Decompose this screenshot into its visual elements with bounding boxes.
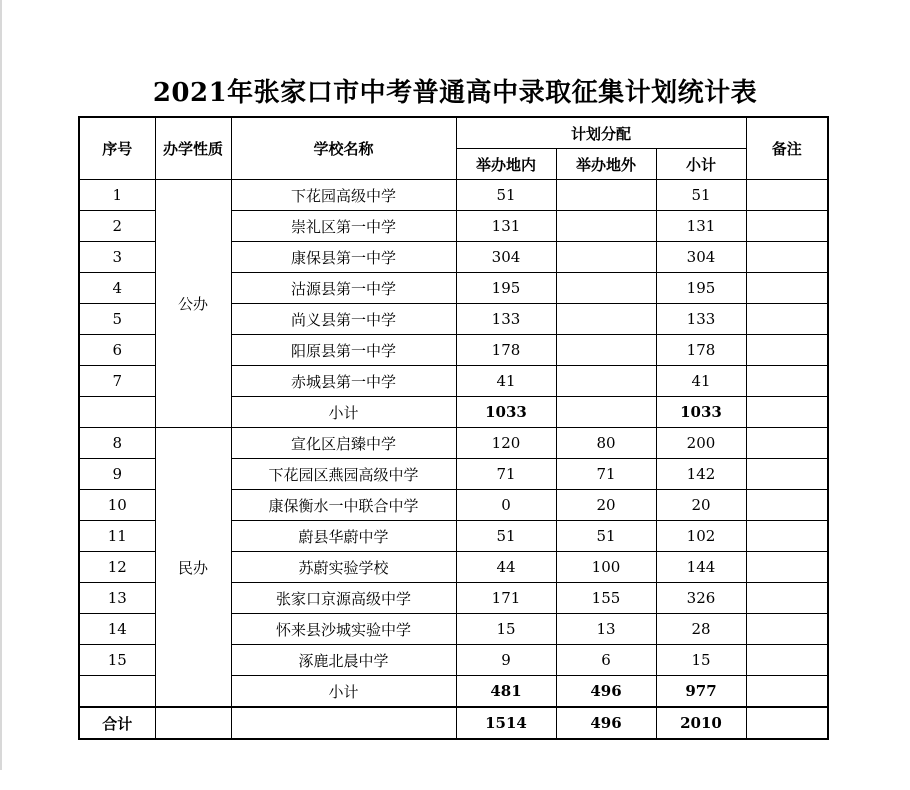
- row-local: 44: [456, 552, 556, 583]
- row-subtotal: 41: [656, 366, 746, 397]
- row-seq: 7: [79, 366, 155, 397]
- row-school: 下花园区燕园高级中学: [231, 459, 456, 490]
- row-school: 康保县第一中学: [231, 242, 456, 273]
- row-outside: 80: [556, 428, 656, 459]
- row-seq: 11: [79, 521, 155, 552]
- row-school: 怀来县沙城实验中学: [231, 614, 456, 645]
- row-remark: [746, 676, 828, 708]
- row-remark: [746, 242, 828, 273]
- grand-total-row: [79, 707, 828, 739]
- row-seq: 15: [79, 645, 155, 676]
- row-local: 171: [456, 583, 556, 614]
- row-outside: 51: [556, 521, 656, 552]
- table-row: [79, 180, 828, 211]
- row-outside: [556, 366, 656, 397]
- header-local: 举办地内: [456, 149, 556, 180]
- row-outside: 6: [556, 645, 656, 676]
- row-subtotal: 51: [656, 180, 746, 211]
- row-remark: [746, 552, 828, 583]
- subtotal-label: 小计: [231, 397, 456, 428]
- row-seq: 9: [79, 459, 155, 490]
- subtotal-local: 481: [456, 676, 556, 708]
- row-seq: 14: [79, 614, 155, 645]
- row-school: 阳原县第一中学: [231, 335, 456, 366]
- grand-total-school: [231, 707, 456, 739]
- row-seq: 13: [79, 583, 155, 614]
- row-remark: [746, 366, 828, 397]
- row-outside: [556, 273, 656, 304]
- row-remark: [746, 459, 828, 490]
- table-body: [79, 180, 828, 740]
- row-subtotal: 304: [656, 242, 746, 273]
- row-subtotal: 178: [656, 335, 746, 366]
- row-remark: [746, 397, 828, 428]
- row-subtotal: 15: [656, 645, 746, 676]
- row-subtotal: 144: [656, 552, 746, 583]
- subtotal-outside: [556, 397, 656, 428]
- row-local: 131: [456, 211, 556, 242]
- row-seq: [79, 676, 155, 708]
- row-school: 下花园高级中学: [231, 180, 456, 211]
- row-remark: [746, 273, 828, 304]
- row-local: 9: [456, 645, 556, 676]
- row-seq: [79, 397, 155, 428]
- grand-total-outside: 496: [556, 707, 656, 739]
- row-local: 178: [456, 335, 556, 366]
- row-remark: [746, 335, 828, 366]
- row-seq: 1: [79, 180, 155, 211]
- row-school: 宣化区启臻中学: [231, 428, 456, 459]
- row-local: 15: [456, 614, 556, 645]
- header-subtotal: 小计: [656, 149, 746, 180]
- enrollment-plan-table: [78, 116, 829, 740]
- row-seq: 4: [79, 273, 155, 304]
- row-school: 沽源县第一中学: [231, 273, 456, 304]
- row-local: 71: [456, 459, 556, 490]
- page-left-edge: [0, 0, 2, 770]
- row-subtotal: 195: [656, 273, 746, 304]
- table-row: [79, 428, 828, 459]
- row-local: 195: [456, 273, 556, 304]
- grand-total-type: [155, 707, 231, 739]
- row-remark: [746, 211, 828, 242]
- row-remark: [746, 645, 828, 676]
- row-outside: [556, 180, 656, 211]
- row-subtotal: 200: [656, 428, 746, 459]
- row-school: 苏蔚实验学校: [231, 552, 456, 583]
- row-local: 0: [456, 490, 556, 521]
- row-seq: 12: [79, 552, 155, 583]
- group-type-cell: 公办: [155, 180, 231, 428]
- row-seq: 5: [79, 304, 155, 335]
- grand-total-label: 合计: [79, 707, 155, 739]
- row-school: 涿鹿北晨中学: [231, 645, 456, 676]
- row-local: 120: [456, 428, 556, 459]
- row-remark: [746, 180, 828, 211]
- row-subtotal: 142: [656, 459, 746, 490]
- row-school: 尚义县第一中学: [231, 304, 456, 335]
- subtotal-outside: 496: [556, 676, 656, 708]
- header-seq: 序号: [79, 117, 155, 180]
- row-outside: 20: [556, 490, 656, 521]
- row-outside: 71: [556, 459, 656, 490]
- row-seq: 2: [79, 211, 155, 242]
- row-outside: 13: [556, 614, 656, 645]
- row-remark: [746, 490, 828, 521]
- row-local: 133: [456, 304, 556, 335]
- header-school: 学校名称: [231, 117, 456, 180]
- row-outside: [556, 335, 656, 366]
- grand-total-remark: [746, 707, 828, 739]
- group-type-cell: 民办: [155, 428, 231, 708]
- row-outside: [556, 304, 656, 335]
- row-subtotal: 28: [656, 614, 746, 645]
- row-outside: 155: [556, 583, 656, 614]
- header-remark: 备注: [746, 117, 828, 180]
- row-school: 张家口京源高级中学: [231, 583, 456, 614]
- row-school: 康保衡水一中联合中学: [231, 490, 456, 521]
- row-subtotal: 102: [656, 521, 746, 552]
- row-local: 41: [456, 366, 556, 397]
- row-outside: 100: [556, 552, 656, 583]
- page-title: 2021年张家口市中考普通高中录取征集计划统计表: [152, 78, 758, 108]
- row-remark: [746, 583, 828, 614]
- row-seq: 10: [79, 490, 155, 521]
- row-local: 304: [456, 242, 556, 273]
- row-local: 51: [456, 180, 556, 211]
- row-subtotal: 326: [656, 583, 746, 614]
- subtotal-local: 1033: [456, 397, 556, 428]
- row-local: 51: [456, 521, 556, 552]
- row-remark: [746, 428, 828, 459]
- grand-total-local: 1514: [456, 707, 556, 739]
- row-remark: [746, 614, 828, 645]
- header-plan: 计划分配: [456, 117, 746, 149]
- row-outside: [556, 242, 656, 273]
- row-outside: [556, 211, 656, 242]
- subtotal-subtotal: 1033: [656, 397, 746, 428]
- row-remark: [746, 521, 828, 552]
- row-school: 蔚县华蔚中学: [231, 521, 456, 552]
- row-remark: [746, 304, 828, 335]
- row-seq: 3: [79, 242, 155, 273]
- row-school: 崇礼区第一中学: [231, 211, 456, 242]
- subtotal-subtotal: 977: [656, 676, 746, 708]
- row-subtotal: 133: [656, 304, 746, 335]
- row-subtotal: 20: [656, 490, 746, 521]
- header-type: 办学性质: [155, 117, 231, 180]
- subtotal-label: 小计: [231, 676, 456, 708]
- row-seq: 6: [79, 335, 155, 366]
- header-outside: 举办地外: [556, 149, 656, 180]
- grand-total-subtotal: 2010: [656, 707, 746, 739]
- row-subtotal: 131: [656, 211, 746, 242]
- row-school: 赤城县第一中学: [231, 366, 456, 397]
- table-header: [79, 117, 828, 180]
- row-seq: 8: [79, 428, 155, 459]
